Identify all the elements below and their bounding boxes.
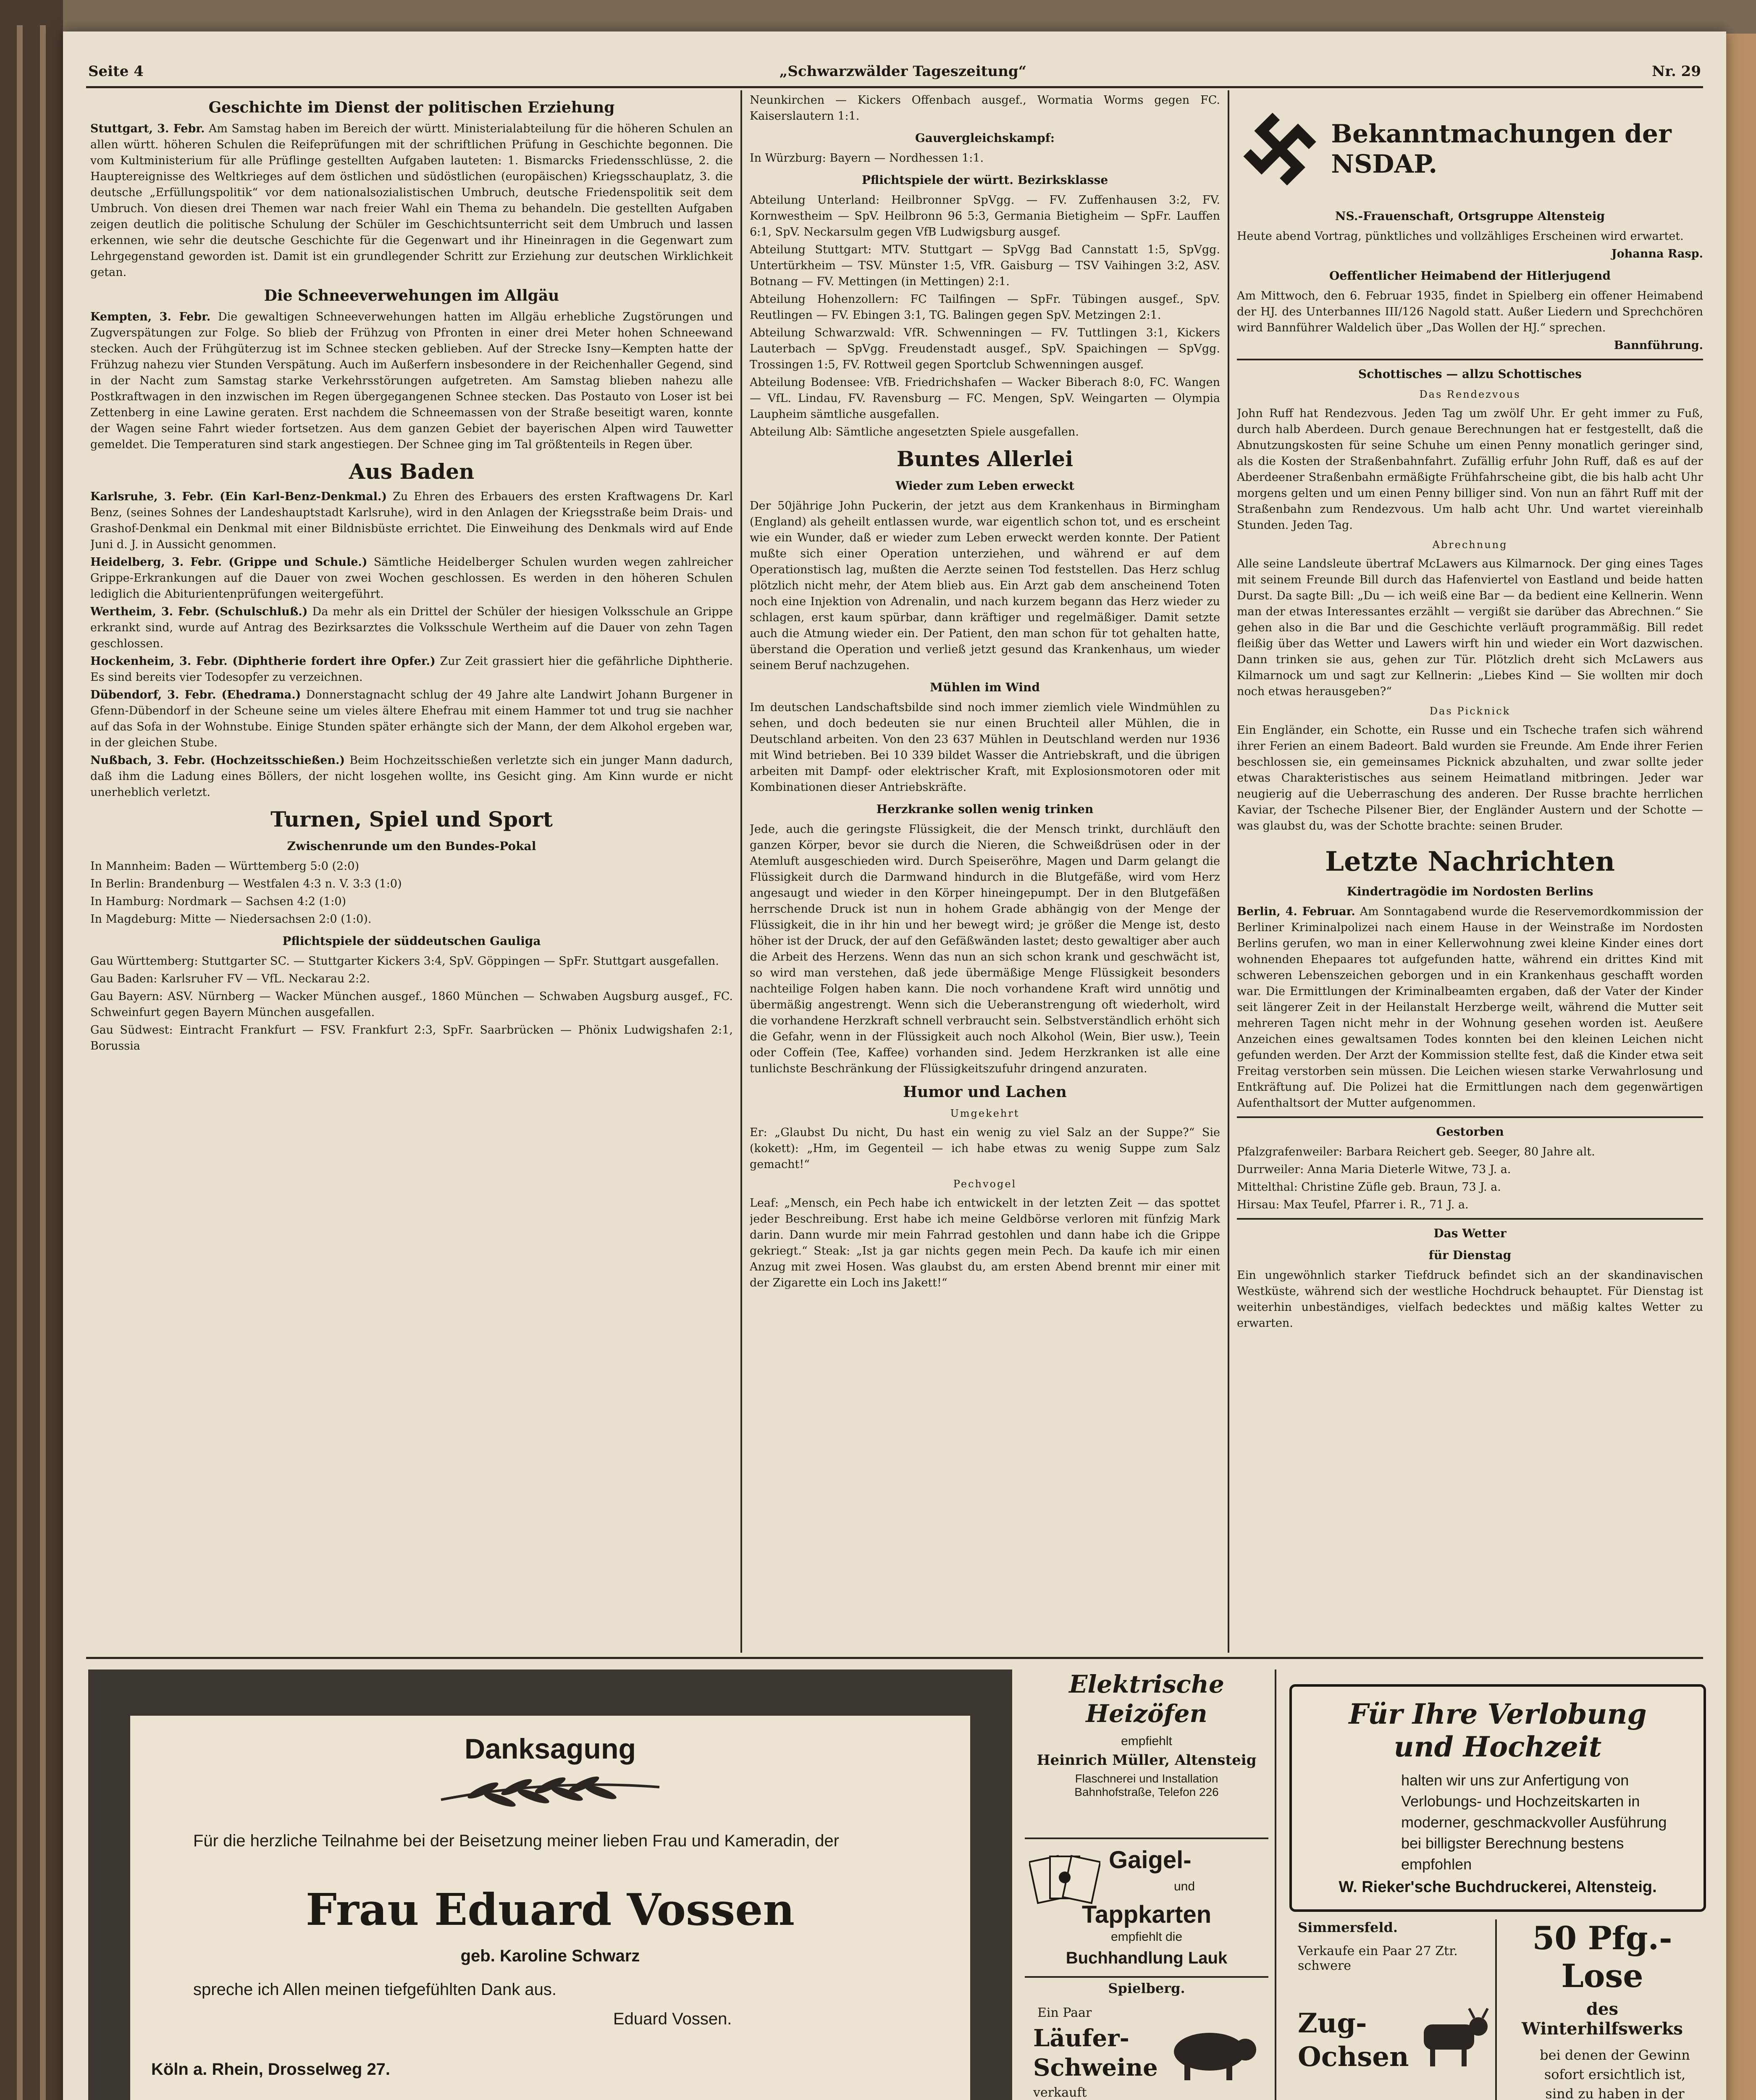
engagement-title: und Hochzeit: [1394, 1730, 1602, 1763]
engagement-firm: W. Rieker'sche Buchdruckerei, Altensteig.: [1339, 1878, 1657, 1896]
article-body: Der 50jährige John Puckerin, der jetzt aus dem Krankenhaus in Birmingham (England) als geheilt entlassen wurde, war eigentlich schon tot, und es erscheint wie ein Wunder, daß er wieder zum Leben erweckt werden konnte. Der Patient mußte sich einer Operation unterziehen, und während er auf dem Operationstisch lag, mußten die Aerzte seinen Tod feststellen. Das Herz schlug plötzlich nicht mehr, der Atem blieb aus. Ein Arzt gab dem anscheinend Toten noch eine Injektion von Adrenalin, und nach kurzem begann das Herz wieder zu schlagen, erst kaum spürbar, dann kräftiger und regelmäßiger. Damit setzte auch die Atmung wieder ein. Der Patient, den man schon für tot gehalten hatte, überstand die Operation und verließ jetzt gesund das Krankenhaus, um wieder seinem Beruf nachzugehen.: [750, 499, 1220, 672]
sport-result: Gau Südwest: Eintracht Frankfurt — FSV. Frankfurt 2:3, SpFr. Saarbrücken — Phönix Ludwigshafen 2:1, Borussia: [90, 1024, 733, 1053]
section-headline: Gestorben: [1436, 1125, 1504, 1139]
nsdap-banner: [1237, 97, 1703, 202]
thanks-signature: Eduard Vossen.: [613, 2010, 732, 2028]
heaters-line: Bahnhofstraße, Telefon 226: [1074, 1785, 1219, 1798]
section-headline: Schottisches — allzu Schottisches: [1358, 367, 1582, 381]
section-headline: Das Wetter: [1433, 1226, 1507, 1240]
page-number: Nr. 29: [1652, 63, 1701, 80]
article-headline: Die Schneeverwehungen im Allgäu: [264, 287, 559, 304]
section-rule: [1237, 1116, 1703, 1118]
article-headline: Geschichte im Dienst der politischen Erziehung: [208, 99, 615, 116]
article-body: Leaf: „Mensch, ein Pech habe ich entwickelt in der letzten Zeit — das spottet jeder Beschreibung. Erst habe ich meine Geldbörse verloren mit fünfzig Mark darin. Dann wurde mir mein Fahrrad gestohlen und dann habe ich die Grippe gekriegt.“ Steak: „Ist ja gar nichts gegen mein Pech. Da kaufe ich mir einen Anzug mit zwei Hosen. Was glaubst du, am ersten Abend brennt mir einer mit der Zigarette ein Loch ins Jakett!“: [750, 1197, 1220, 1289]
section-rule: [1237, 359, 1703, 360]
obituary-item: Mittelthal: Christine Züfle geb. Braun, 73 J. a.: [1237, 1181, 1501, 1194]
sport-result: Abteilung Bodensee: VfB. Friedrichshafen — Wacker Biberach 8:0, FC. Wangen — VfL. Lindau, FV. Ravensburg — FC. Mengen, SpV. Weingarten — Olympia Laupheim sämtliche ausgefallen.: [750, 376, 1220, 421]
pigs-place: Spielberg.: [1108, 1980, 1185, 1996]
heaters-firm: Heinrich Müller, Altensteig: [1037, 1752, 1257, 1769]
thanks-address: Köln a. Rhein, Drosselweg 27.: [151, 2060, 391, 2079]
article-subheading: Abrechnung: [1432, 539, 1508, 551]
section-headline: Letzte Nachrichten: [1325, 846, 1615, 877]
engagement-title: Für Ihre Verlobung: [1349, 1698, 1647, 1730]
article-body: Ein Engländer, ein Schotte, ein Russe und ein Tscheche trafen sich während ihrer Ferien an einem Badeort. Bald wurden sie Freunde. Am Ende ihrer Ferien beschlossen sie, ein gemeinsames Picknick abzuhalten, und zwar sollte jeder etwas Charakteristisches aus seinem Heimatland mitbringen. Jeder war neugierig auf die Ueberraschung des anderen. Der Russe brachte herrlichen Kaviar, der Tscheche Pilsener Bier, der Engländer Austern und der Schotte — was glaubst du, was der Schotte brachte: seinen Bruder.: [1237, 724, 1703, 832]
sport-result: Abteilung Alb: Sämtliche angesetzten Spiele ausgefallen.: [750, 425, 1079, 438]
article-subheading: für Dienstag: [1428, 1248, 1512, 1262]
sport-result: Abteilung Stuttgart: MTV. Stuttgart — SpVgg Bad Cannstatt 1:5, SpVgg. Untertürkheim — TSV. Münster 1:5, VfR. Gaisburg — TSV Vaihingen 3:2, ASV. Botnang — FV. Mettingen (in Mettingen) 2:1.: [750, 243, 1220, 288]
thanks-text: Für die herzliche Teilnahme bei der Beisetzung meiner lieben Frau und Kameradin, der: [193, 1832, 839, 1850]
thanks-ad-frame: [88, 1670, 1012, 2100]
pigs-title: Läufer-: [1033, 2024, 1129, 2052]
article-body: Stuttgart, 3. Febr. Am Samstag haben im Bereich der württ. Ministerialabteilung für die höheren Schulen an allen württ. höheren Schulen die Reifeprüfungen mit der schriftlichen Prüfung in Geschichte begonnen. Die vom Kultministerium für alle Prüflinge gestellten Aufgaben lauteten: 1. Bismarcks Friedensschlüsse, 2. die Hauptereignisse des Weltkrieges auf dem östlichen und südöstlichen (europäischen) Kriegsschauplatz, 3. die deutsche „Erfüllungspolitik“ vor dem nationalsozialistischen Umbruch, deutsche Friedenspolitik seit dem Umbruch. Von diesen drei Themen war nach freier Wahl ein Thema zu behandeln. Die gestellten Aufgaben zeigen deutlich die politische Schulung der Schüler im Geschichtsunterricht seit dem Umbruch und lassen erkennen, wie sehr die deutsche Geschichte für die Gegenwart und ihr Hineinragen in die Gegenwart zum Lehrgegenstand geworden ist. Damit ist ein grundlegender Schritt zur Erziehung zur deutschen Wirklichkeit getan.: [90, 122, 733, 279]
sport-subheading: Zwischenrunde um den Bundes-Pokal: [287, 839, 536, 853]
page-label: Seite 4: [88, 63, 144, 80]
news-item: Heidelberg, 3. Febr. (Grippe und Schule.) Sämtliche Heidelberger Schulen wurden wegen zahlreicher Grippe-Erkrankungen auf die Dauer von zwei Wochen geschlossen. Es werden in den höheren Schulen lediglich die Abiturientenprüfungen weitergeführt.: [90, 556, 733, 601]
article-body: Im deutschen Landschaftsbilde sind noch immer ziemlich viele Windmühlen zu sehen, und doch bedeuten sie nur einen Bruchteil aller Mühlen, die in Deutschland arbeiten. Von den 23 637 Mühlen in Deutschland werden nur 1936 mit Wind betrieben. Bei 10 339 bildet Wasser die Antriebskraft, und die übrigen arbeiten mit Dampf- oder elektrischer Kraft, mit Explosionsmotoren oder mit Kombinationen dieser Antriebskräfte.: [750, 701, 1220, 794]
binding-stripe: [17, 25, 23, 2100]
article-body: Kempten, 3. Febr. Die gewaltigen Schneeverwehungen hatten im Allgäu erhebliche Zugstörungen und Zugverspätungen zur Folge. So blieb der Frühzug von Pfronten in einer drei Meter hohen Schneewand stecken. Auch der Frühgüterzug ist im Schnee stecken geblieben. Auf der Strecke Isny—Kempten hatte der Frühzug nahezu vier Stunden Verspätung. Auch im Außerfern insbesondere in der Reichenhaller Gegend, sind in der Nacht zum Samstag starke Verkehrsstörungen aufgetreten. Am Samstag blieben nahezu alle Postkraftwagen in den inzwischen im Regen übergegangenen Schnee stecken. Das Postauto von Loser ist bei Zettenberg in eine Lawine geraten. Erst nachdem die Schneemassen von der Straße beseitigt waren, konnte der Wagen seine Fahrt wieder fortsetzen. Aus dem ganzen Gebiet der bayerischen Alpen wird Tauwetter gemeldet. Die Temperaturen sind stark angestiegen. Der Schnee ging im Tal größtenteils in Regen über.: [90, 310, 733, 451]
cards-recommend: empfiehlt die: [1110, 1930, 1183, 1944]
heaters-line: Flaschnerei und Installation: [1075, 1772, 1218, 1785]
palm-branch-icon: [433, 1774, 668, 1808]
section-headline: Buntes Allerlei: [896, 446, 1074, 471]
column-rule: [740, 90, 742, 1653]
announcement-body: Am Mittwoch, den 6. Februar 1935, findet in Spielberg ein offener Heimabend der HJ. des Unterbannes III/126 Nagold statt. Außer Liedern und Sprechchören wird Bannführer Waldelich über „Das Wollen der HJ.“ sprechen.: [1237, 289, 1703, 334]
obituary-item: Hirsau: Max Teufel, Pfarrer i. R., 71 J. a.: [1237, 1198, 1469, 1211]
playing-cards-icon: [1029, 1850, 1100, 1909]
column-1: [90, 92, 733, 1655]
oxen-ad: [1289, 1919, 1491, 2100]
oxen-title: Ochsen: [1298, 2041, 1409, 2073]
section-headline: Aus Baden: [349, 459, 475, 484]
sport-result: Abteilung Schwarzwald: VfR. Schwenningen — FV. Tuttlingen 3:1, Kickers Lauterbach — SpVgg. Freudenstadt ausgef., SpV. Spaichingen — SpVgg. Trossingen 1:5, FV. Rottweil gegen Sportclub Schwenningen ausgef.: [750, 326, 1220, 371]
lottery-title: 50 Pfg.-Lose: [1532, 1919, 1672, 1995]
pigs-title: Schweine: [1033, 2054, 1158, 2082]
thanks-born: geb. Karoline Schwarz: [460, 1947, 640, 1965]
article-body: Er: „Glaubst Du nicht, Du hast ein wenig zu viel Salz an der Suppe?“ Sie (kokett): „Hm, im Gegenteil — ich habe etwas zu wenig Suppe zum Salz gemacht!“: [750, 1126, 1220, 1171]
article-body: Jede, auch die geringste Flüssigkeit, die der Mensch trinkt, durchläuft den ganzen Körper, bevor sie durch die Nieren, die Schweißdrüsen oder in der Atemluft ausgeschieden wird. Durch Speiseröhre, Magen und Darm gelangt die Flüssigkeit durch die Darmwand hindurch in die Blutgefäße, wird vom Herz angesaugt und wieder in den Körper hineingepumpt. Der in den Blutgefäßen herrschende Druck ist nun in hohem Grade abhängig von der Menge der Flüssigkeit, die in ihr hin und her bewegt wird; je größer die Menge ist, desto höher ist der Druck, der auf den Gefäßwänden lastet; desto gewaltiger aber auch die Arbeit des Herzens. Wenn das nun an sich schon krank und geschwächt ist, so wird man verstehen, daß jede übermäßige Menge Flüssigkeit besonders nachteilige Folgen haben kann. Die noch vorhandene Kraft wird unnötig und übermäßig angestrengt. Wenn sich die Ueberanstrengung oft wiederholt, wird die vorhandene Herzkraft schnell verbraucht sein. Selbstverständlich erhöht sich die Gefahr, wenn in der Flüssigkeit auch noch Alkohol (Wein, Bier usw.), Teein oder Coffein (Tee, Kaffee) vorhanden sind. Jedem Herzkranken ist alle eine tunlichste Beschränkung der Flüssigkeitszufuhr dringend anzuraten.: [750, 823, 1220, 1075]
heaters-title: Elektrische Heizöfen: [1069, 1670, 1224, 1728]
sport-subheading: Pflichtspiele der württ. Bezirksklasse: [861, 173, 1108, 187]
lottery-text: bei denen der Gewinn sofort ersichtlich ist, sind zu haben in der: [1540, 2047, 1690, 2100]
thanks-ad: [130, 1716, 970, 2100]
column-rule: [1228, 90, 1229, 1653]
ox-icon: [1415, 2003, 1491, 2071]
article-subheading: Mühlen im Wind: [930, 680, 1040, 694]
paper-title: „Schwarzwälder Tageszeitung“: [779, 63, 1027, 80]
sport-result: Abteilung Unterland: Heilbronner SpVgg. — FV. Zuffenhausen 3:2, FV. Kornwestheim — SpV. Heilbronn 96 5:3, Germania Bietigheim — SpFr. Lauffen 6:1, SpV. Neckarsulm gegen VfB Ludwigsburg ausgef.: [750, 194, 1220, 239]
news-item: Nußbach, 3. Febr. (Hochzeitsschießen.) Beim Hochzeitsschießen verletzte sich ein junger Mann dadurch, daß ihm die Ladung eines Böllers, der nicht losgehen wollte, ins Gesicht ging. Am Kinn wurde er nicht unerheblich verletzt.: [90, 754, 733, 799]
article-subheading: Das Rendezvous: [1419, 388, 1521, 400]
sport-result: Neunkirchen — Kickers Offenbach ausgef., Wormatia Worms gegen FC. Kaiserslautern 1:1.: [750, 94, 1220, 123]
obituary-item: Pfalzgrafenweiler: Barbara Reichert geb. Seeger, 80 Jahre alt.: [1237, 1145, 1595, 1158]
pigs-ad: [1025, 1980, 1268, 2100]
sport-result: In Hamburg: Nordmark — Sachsen 4:2 (1:0): [90, 895, 346, 908]
binding-stripe: [40, 25, 46, 2100]
article-subheading: Kindertragödie im Nordosten Berlins: [1347, 885, 1593, 898]
sport-result: Gau Bayern: ASV. Nürnberg — Wacker München ausgef., 1860 München — Schwaben Augsburg ausgef., FC. Schweinfurt gegen Bayern München ausgefallen.: [90, 990, 733, 1019]
cards-title: Tappkarten: [1081, 1901, 1212, 1928]
thanks-name: Frau Eduard Vossen: [305, 1884, 795, 1935]
heaters-ad: [1025, 1670, 1268, 1838]
thanks-text-2: spreche ich Allen meinen tiefgefühlten Dank aus.: [193, 1980, 556, 1999]
sport-result: In Magdeburg: Mitte — Niedersachsen 2:0 (1:0).: [90, 913, 372, 926]
ads-top-rule: [86, 1657, 1703, 1659]
news-item: Karlsruhe, 3. Febr. (Ein Karl-Benz-Denkmal.) Zu Ehren des Erbauers des ersten Kraftwagens Dr. Karl Benz, (seines Sohnes der Landeshauptstadt Karlsruhe), wird in den Anlagen der Kriegsstraße beim Drais- und Grashof-Denkmal ein Denkmal mit einer Bildnisbüste errichtet. Die Einweihung des Denkmals wird auf Ende Juni d. J. in Aussicht genommen.: [90, 490, 733, 551]
header-rule: [86, 86, 1703, 88]
sport-result: In Mannheim: Baden — Württemberg 5:0 (2:0): [90, 860, 360, 873]
article-subheading: Herzkranke sollen wenig trinken: [876, 802, 1094, 816]
sport-result: Gau Baden: Karlsruher FV — VfL. Neckarau 2:2.: [90, 972, 370, 985]
oxen-text: Verkaufe ein Paar 27 Ztr. schwere: [1298, 1944, 1458, 1973]
article-subheading: NS.-Frauenschaft, Ortsgruppe Altensteig: [1335, 209, 1605, 223]
heaters-recommend: empfiehlt: [1121, 1734, 1172, 1748]
article-subheading: Pechvogel: [953, 1178, 1017, 1190]
newspaper-page: [63, 32, 1726, 2100]
sport-subheading: Gauvergleichskampf:: [915, 131, 1055, 145]
sport-result: In Berlin: Brandenburg — Westfalen 4:3 n. V. 3:3 (1:0): [90, 877, 402, 890]
ad-divider: [1025, 1976, 1268, 1978]
news-item: Hockenheim, 3. Febr. (Diphtherie fordert ihre Opfer.) Zur Zeit grassiert hier die gefährliche Diphtherie. Es sind bereits vier Todesopfer zu verzeichnen.: [90, 655, 733, 684]
article-body: Berlin, 4. Februar. Am Sonntagabend wurde die Reservemordkommission der Berliner Kriminalpolizei nach einem Hause in der Weinstraße im Nordosten Berlins gerufen, wo man in einer Kellerwohnung zwei kleine Kinder eines dort wohnenden Ehepaares tot aufgefunden hatte, während ein drittes Kind mit schweren Lebenszeichen geborgen und in ein Krankenhaus geschafft worden war. Die Ermittlungen der Kriminalbeamten ergaben, daß der Vater der Kinder seit längerer Zeit in der Heilanstalt Herzberge weilt, während die Mutter seit mehreren Tagen nicht mehr in der Wohnung gesehen worden ist. Aeußere Anzeichen eines gewaltsamen Todes konnten bei den kleinen Leichen nicht gefunden werden. Der Arzt der Kommission stellte fest, daß die Kinder etwa seit Freitag verstorben sein müssen. Die Leichen wiesen starke Verwahrlosung und Entkräftung auf. Die Polizei hat die Ermittlungen nach dem gegenwärtigen Aufenthaltsort der Mutter aufgenommen.: [1237, 905, 1703, 1110]
announcement-signature: Bannführung.: [1614, 339, 1703, 352]
nsdap-headline: Bekanntmachungen der NSDAP.: [1331, 119, 1672, 179]
cards-ad: [1025, 1842, 1268, 1976]
oxen-title: Zug-: [1298, 2008, 1367, 2039]
pigs-text: verkauft: [1033, 2085, 1087, 2100]
cards-and: und: [1173, 1880, 1195, 1893]
ad-column-rule: [1275, 1670, 1276, 2100]
section-headline: Turnen, Spiel und Sport: [270, 807, 553, 832]
news-item: Dübendorf, 3. Febr. (Ehedrama.) Donnerstagnacht schlug der 49 Jahre alte Landwirt Johann Burgener in Gfenn-Dübendorf in der Scheune seine um vieles ältere Ehefrau mit einem Hammer tot und trug sie nachher auf das Sofa in der Wohnstube. Einige Stunden später erhängte sich der Mann, der dem Alkohol ergeben war, in der gleichen Stube.: [90, 688, 733, 749]
engagement-text: halten wir uns zur Anfertigung von Verlobungs- und Hochzeitskarten in moderner, geschmackvoller Ausführung bei billigster Berechnung bestens empfohlen: [1401, 1772, 1667, 1873]
article-body: Alle seine Landsleute übertraf McLawers aus Kilmarnock. Der ging eines Tages mit seinem Freunde Bill durch das Hafenviertel von Eastland und beide hatten Durst. Da sagte Bill: „Du — ich weiß eine Bar — da bedient eine Kellnerin. Wenn man der etwas Interessantes erzählt — vergißt sie darüber das Abrechnen.“ Sie gehen also in die Bar und die Geschichte verläuft programmäßig. Bill redet fleißig über das Wetter und Lawers wirft hin und wieder ein Wort dazwischen. Dann trinken sie aus, gehen zur Tür. Plötzlich dreht sich McLawers aus Kilmarnock um und sagt zur Kellnerin: „Liebes Kind — Sie wollten mir doch noch etwas herausgeben?“: [1237, 557, 1703, 698]
column-2: [750, 92, 1220, 1655]
news-item: Wertheim, 3. Febr. (Schulschluß.) Da mehr als ein Drittel der Schüler der hiesigen Volksschule an Grippe erkrankt sind, wurde auf Antrag des Bezirksarztes die Volksschule Wertheim auf die Dauer von zehn Tagen geschlossen.: [90, 605, 733, 650]
oxen-place: Simmersfeld.: [1298, 1919, 1398, 1935]
ad-column-rule: [1495, 1919, 1497, 2100]
section-rule: [1237, 1218, 1703, 1220]
article-subheading: Oeffentlicher Heimabend der Hitlerjugend: [1329, 269, 1611, 283]
ad-divider: [1025, 1838, 1268, 1839]
pig-icon: [1163, 2020, 1260, 2083]
article-body: John Ruff hat Rendezvous. Jeden Tag um zwölf Uhr. Er geht immer zu Fuß, durch halb Aberdeen. Durch genaue Berechnungen hat er festgestellt, daß die Abnutzungskosten für seine Schuhe um einen Penny monatlich geringer sind, als die Kosten der Straßenbahnfahrt. Zufällig erfuhr John Ruff, daß es auf der Aberdeener Straßenbahn ermäßigte Frühfahrscheine gibt, die bis halb acht Uhr morgens gelten und um einen Penny billiger sind. Von nun an fährt Ruff mit der Straßenbahn zum Rendezvous. Um halb acht Uhr. Und wartet viereinhalb Stunden. Jeden Tag.: [1237, 407, 1703, 532]
engagement-ad: [1289, 1684, 1706, 1912]
announcement-body: Heute abend Vortrag, pünktliches und vollzähliges Erscheinen wird erwartet.: [1237, 230, 1684, 243]
sport-subheading: Pflichtspiele der süddeutschen Gauliga: [282, 934, 541, 948]
section-headline: Humor und Lachen: [903, 1083, 1067, 1101]
sport-result: In Würzburg: Bayern — Nordhessen 1:1.: [750, 152, 984, 165]
book-binding: [0, 0, 63, 2100]
obituary-item: Durrweiler: Anna Maria Dieterle Witwe, 73 J. a.: [1237, 1163, 1511, 1176]
thanks-title: Danksagung: [464, 1733, 636, 1765]
page-edge: [1726, 34, 1756, 2100]
sport-result: Abteilung Hohenzollern: FC Tailfingen — SpFr. Tübingen ausgef., SpV. Reutlingen — FV. Ebingen 3:1, TG. Balingen gegen SpV. Metzingen 2:1.: [750, 293, 1220, 322]
swastika-emblem-icon: [1237, 97, 1323, 202]
lottery-subtitle: des Winterhilfswerks: [1522, 1999, 1683, 2039]
lottery-ad: [1504, 1919, 1701, 2100]
article-subheading: Wieder zum Leben erweckt: [895, 479, 1074, 493]
cards-shop: Buchhandlung Lauk: [1066, 1949, 1228, 1967]
cards-title: Gaigel-: [1109, 1846, 1192, 1874]
article-subheading: Das Picknick: [1429, 705, 1511, 717]
pigs-text: Ein Paar: [1037, 2006, 1092, 2020]
announcement-signature: Johanna Rasp.: [1611, 247, 1703, 260]
sport-result: Gau Württemberg: Stuttgarter SC. — Stuttgarter Kickers 3:4, SpV. Göppingen — SpFr. Stuttgart ausgefallen.: [90, 955, 719, 968]
article-subheading: Umgekehrt: [950, 1108, 1020, 1119]
column-3: [1237, 92, 1703, 1655]
article-body: Ein ungewöhnlich starker Tiefdruck befindet sich an der skandinavischen Westküste, während sich der westliche Hochdruck behauptet. Für Dienstag ist weiterhin unbeständiges, vielfach bedecktes und mäßig kaltes Wetter zu erwarten.: [1237, 1269, 1703, 1330]
